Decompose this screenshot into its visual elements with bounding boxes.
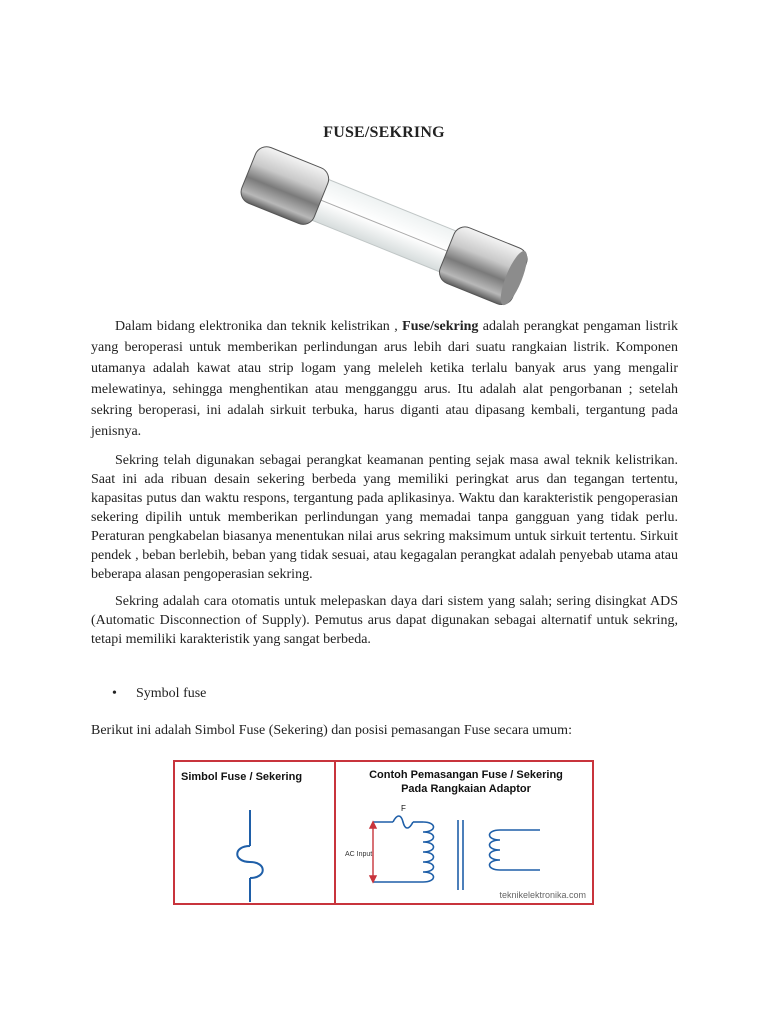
paragraph-ads-text: Sekring adalah cara otomatis untuk melepaskan daya dari sistem yang salah; sering disingkat ADS (Automatic Disconnection of Supply). Pemutus arus dapat digunakan sebagai alternatif untuk sekring, tetapi memiliki karakteristik yang sangat berbeda.	[91, 594, 678, 647]
paragraph-definition-before: Dalam bidang elektronika dan teknik kelistrikan ,	[115, 319, 403, 334]
figure-left-title: Simbol Fuse / Sekering	[181, 771, 303, 783]
paragraph-definition	[91, 316, 678, 442]
figure-watermark: teknikelektronika.com	[499, 890, 586, 900]
ac-input-label: AC Input	[345, 851, 373, 858]
page-title: FUSE/SEKRING	[323, 124, 445, 141]
paragraph-ads	[91, 592, 678, 649]
bullet-text: Symbol fuse	[136, 686, 207, 701]
figure-right-title-line2: Pada Rangkaian Adaptor	[401, 783, 531, 795]
paragraph-definition-after: adalah perangkat pengaman listrik yang beroperasi untuk memberikan perlindungan arus lebih dari suatu rangkaian listrik. Komponen utamanya adalah kawat atau strip logam yang meleleh ketika terlalu banyak arus yang mengalir melewatinya, sehingga menghentikan atau mengganggu arus. Itu adalah alat pengorbanan ; setelah sekring beroperasi, ini adalah sirkuit terbuka, harus diganti atau dipasang kembali, tergantung pada jenisnya.	[91, 319, 678, 439]
paragraph-history	[91, 451, 678, 584]
fuse-label: F	[401, 804, 406, 813]
figure-intro: Berikut ini adalah Simbol Fuse (Sekering) dan posisi pemasangan Fuse secara umum:	[91, 723, 572, 738]
paragraph-definition-bold: Fuse/sekring	[402, 319, 479, 334]
fuse-photo	[218, 146, 552, 306]
paragraph-history-text: Sekring telah digunakan sebagai perangkat keamanan penting sejak masa awal teknik kelistrikan. Saat ini ada ribuan desain sekering berbeda yang memiliki peringkat arus dan tegangan tertentu, kapasitas putus dan waktu respons, tergantung pada aplikasinya. Waktu dan karakteristik pengoperasian sekering dipilih untuk memberikan perlindungan yang memadai tanpa gangguan yang tidak perlu. Peraturan pengkabelan biasanya menentukan nilai arus sekring maksimum untuk sirkuit tertentu. Sirkuit pendek , beban berlebih, beban yang tidak sesuai, atau kegagalan perangkat adalah penyebab utama atau beberapa alasan pengoperasian sekring.	[91, 453, 678, 582]
figure-right-title-line1: Contoh Pemasangan Fuse / Sekering	[369, 769, 563, 781]
figure-drawing	[175, 762, 592, 903]
bullet-item	[112, 686, 206, 702]
fuse-symbol-icon	[237, 810, 263, 902]
bullet-dot: •	[112, 686, 117, 701]
adaptor-circuit	[373, 816, 540, 890]
fuse-symbol-figure	[173, 760, 594, 905]
